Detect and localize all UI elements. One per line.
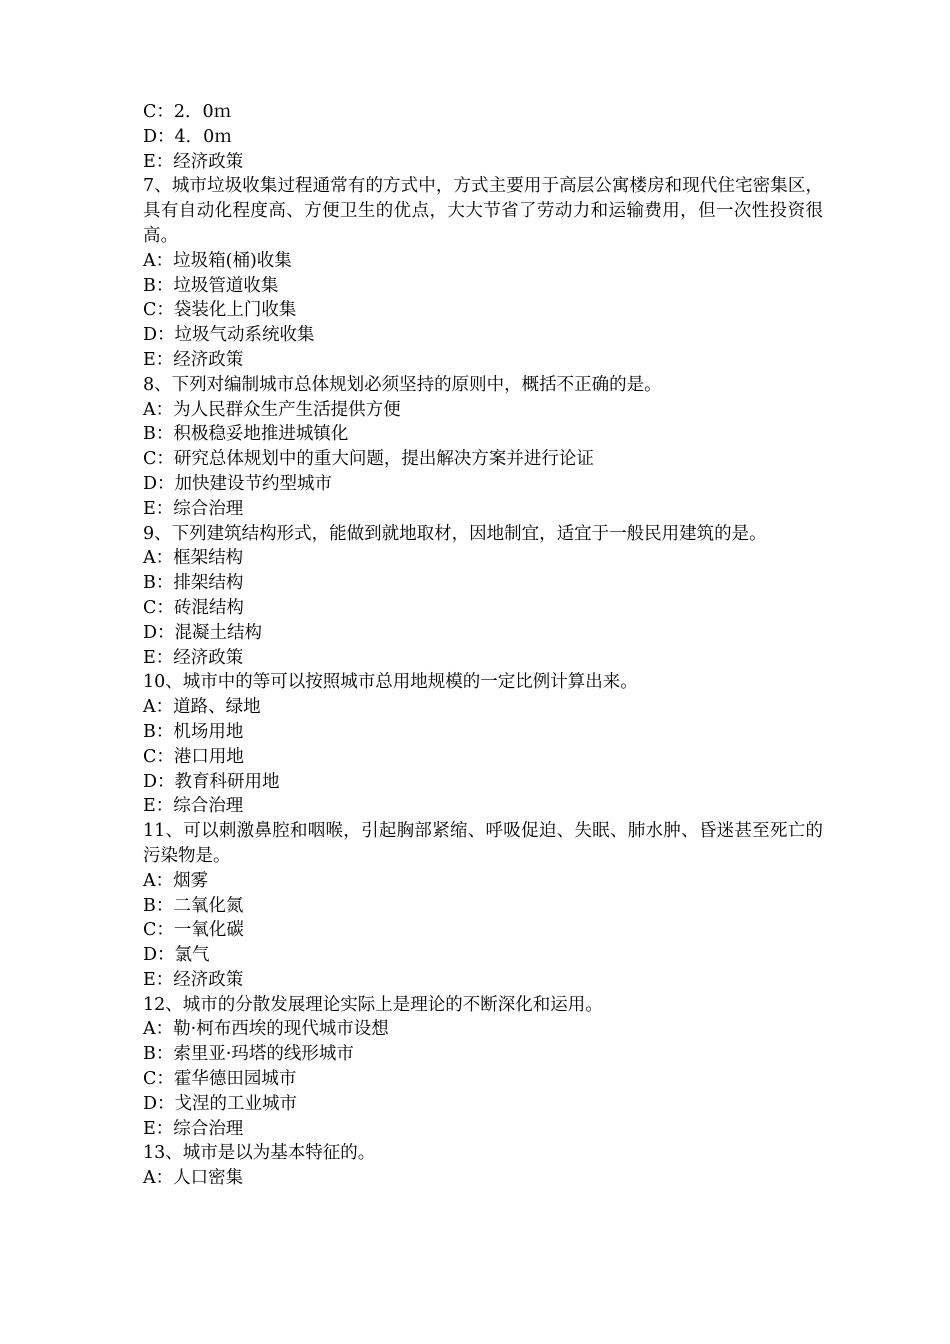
option-line: A：框架结构 — [143, 548, 244, 569]
option-line: C：一氧化碳 — [143, 920, 244, 941]
option-line: E：综合治理 — [143, 1118, 244, 1139]
option-line: A：勒·柯布西埃的现代城市设想 — [143, 1019, 389, 1040]
option-line: C：砖混结构 — [143, 597, 244, 618]
option-line: A：为人民群众生产生活提供方便 — [143, 399, 401, 420]
option-line: C：2．0ｍ — [143, 102, 232, 122]
option-line: E：经济政策 — [143, 647, 244, 668]
option-line: B：排架结构 — [143, 573, 244, 594]
option-line: E：经济政策 — [143, 151, 244, 172]
option-line: D：4．0ｍ — [143, 126, 232, 147]
option-line: C：港口用地 — [143, 746, 244, 767]
option-line: A：烟雾 — [143, 870, 209, 891]
option-line: A：道路、绿地 — [143, 697, 261, 718]
question-10 — [143, 670, 823, 819]
option-line: B：垃圾管道收集 — [143, 275, 279, 296]
question-list — [143, 100, 823, 1191]
question-stem: 8、下列对编制城市总体规划必须坚持的原则中，概括不正确的是。 — [143, 374, 662, 395]
question-stem: 12、城市的分散发展理论实际上是理论的不断深化和运用。 — [143, 994, 603, 1015]
question-stem: 11、可以刺激鼻腔和咽喉，引起胸部紧缩、呼吸促迫、失眠、肺水肿、昏迷甚至死亡的污染物是。 — [143, 821, 823, 866]
option-line: B：索里亚·玛塔的线形城市 — [143, 1044, 354, 1065]
option-line: E：综合治理 — [143, 796, 244, 817]
option-line: E：经济政策 — [143, 969, 244, 990]
option-line: E：经济政策 — [143, 349, 244, 370]
option-line: D：加快建设节约型城市 — [143, 473, 333, 494]
question-stem: 7、城市垃圾收集过程通常有的方式中，方式主要用于高层公寓楼房和现代住宅密集区，具有自动化程度高、方便卫生的优点，大大节省了劳动力和运输费用，但一次性投资很高。 — [143, 176, 823, 246]
question-stem: 9、下列建筑结构形式，能做到就地取材，因地制宜，适宜于一般民用建筑的是。 — [143, 523, 767, 544]
option-line: D：混凝土结构 — [143, 622, 263, 643]
option-line: B：积极稳妥地推进城镇化 — [143, 424, 349, 445]
question-stem: 13、城市是以为基本特征的。 — [143, 1143, 376, 1164]
question-8 — [143, 373, 823, 522]
question-9 — [143, 522, 823, 671]
option-line: D：垃圾气动系统收集 — [143, 325, 315, 346]
question-11 — [143, 819, 823, 993]
option-line: B：二氧化氮 — [143, 895, 244, 916]
option-line: C：霍华德田园城市 — [143, 1069, 297, 1090]
option-line: C：袋装化上门收集 — [143, 300, 297, 321]
option-line: A：垃圾箱(桶)收集 — [143, 250, 292, 271]
option-line: C：研究总体规划中的重大问题，提出解决方案并进行论证 — [143, 449, 594, 470]
question-12 — [143, 993, 823, 1142]
option-line: D：教育科研用地 — [143, 771, 280, 792]
question-13 — [143, 1141, 823, 1191]
option-line: E：综合治理 — [143, 498, 244, 519]
option-line: A：人口密集 — [143, 1168, 244, 1189]
question-7 — [143, 174, 823, 372]
question-stem: 10、城市中的等可以按照城市总用地规模的一定比例计算出来。 — [143, 672, 638, 693]
option-line: D：氯气 — [143, 945, 210, 966]
option-line: B：机场用地 — [143, 721, 244, 742]
option-line: D：戈涅的工业城市 — [143, 1093, 298, 1114]
